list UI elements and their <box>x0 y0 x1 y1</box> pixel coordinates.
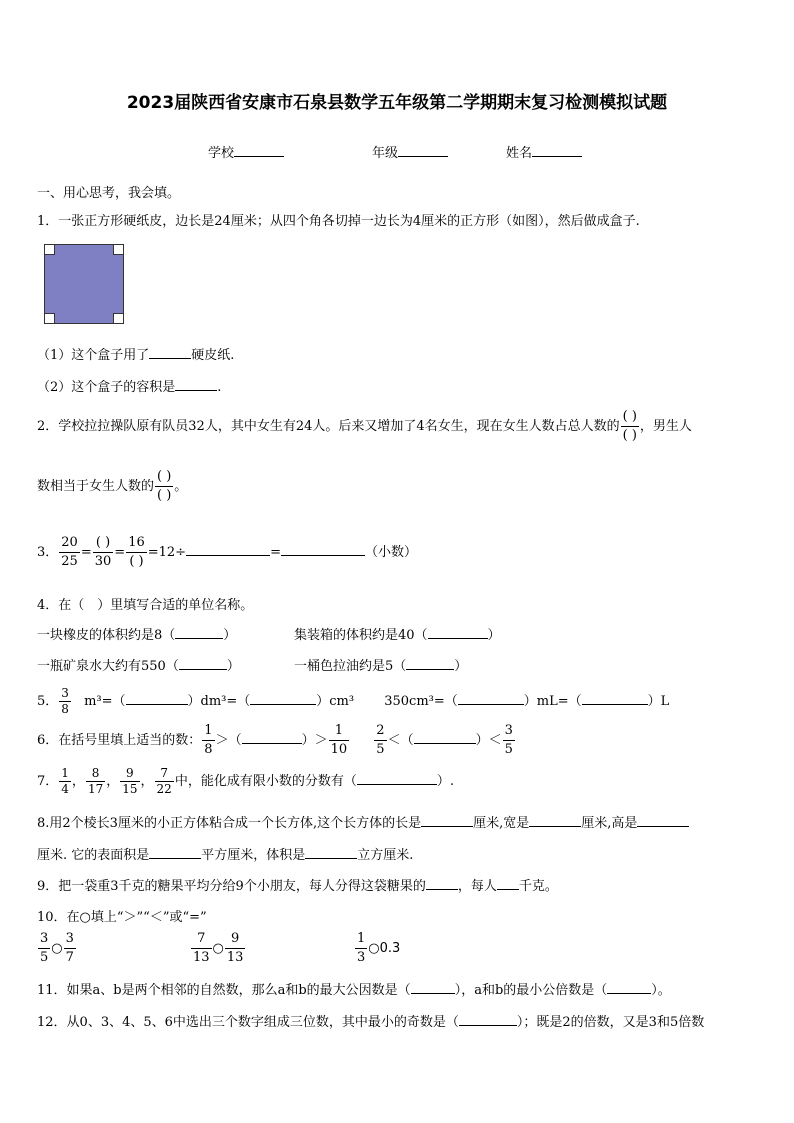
question-11: 11．如果a、b是两个相邻的自然数，那么a和b的最大公因数是（ ），a和b的最小公倍数是（ ）。 <box>37 983 671 998</box>
question-4: 4．在（ ）里填写合适的单位名称。 <box>37 598 254 613</box>
fraction-blank[interactable]: $\frac{( )}{30}$ <box>94 535 112 569</box>
page-title: 2023届陕西省安康市石泉县数学五年级第二学期期末复习检测模拟试题 <box>126 93 668 113</box>
question-4-d: 一桶色拉油约是5（ ） <box>294 659 468 674</box>
answer-blank[interactable] <box>458 692 524 705</box>
cardboard-figure <box>44 244 124 324</box>
question-1-sub-1: （1）这个盒子用了 硬皮纸. <box>37 348 235 363</box>
name-label: 姓名 <box>506 146 533 161</box>
compare-circle[interactable]: ○ <box>51 941 63 956</box>
answer-blank[interactable] <box>126 692 188 705</box>
answer-blank[interactable] <box>428 626 488 639</box>
answer-blank[interactable] <box>242 731 302 744</box>
question-7: 7． $\frac{1}{4}$ ， $\frac{8}{17}$ ， $\frac{9}{15}$ ， $\frac{7}{22}$ 中，能化成有限小数的分数有（ ）. <box>37 766 454 796</box>
answer-blank[interactable] <box>529 814 581 827</box>
answer-blank[interactable] <box>426 877 458 890</box>
corner-cut <box>44 244 55 255</box>
answer-blank[interactable] <box>459 1013 517 1026</box>
compare-item-3: $\frac{1}{3}$ ○0.3 <box>357 931 401 965</box>
name-field[interactable] <box>506 142 582 161</box>
answer-blank[interactable] <box>497 877 519 890</box>
grade-field[interactable] <box>372 142 448 161</box>
fraction: $\frac{2}{5}$ <box>376 723 385 757</box>
question-9: 9．把一袋重3千克的糖果平均分给9个小朋友，每人分得这袋糖果的 ，每人 千克。 <box>37 879 558 894</box>
fraction: $\frac{3}{8}$ <box>61 686 69 716</box>
section-heading: 一、用心思考，我会填。 <box>37 186 181 201</box>
fraction: $\frac{3}{5}$ <box>504 723 513 757</box>
answer-blank[interactable] <box>305 846 357 859</box>
answer-blank[interactable] <box>179 657 227 670</box>
answer-blank[interactable] <box>414 731 476 744</box>
answer-blank[interactable] <box>149 846 201 859</box>
fraction: $\frac{7}{22}$ <box>156 766 172 796</box>
question-1-sub-2: （2）这个盒子的容积是 . <box>37 380 222 395</box>
question-10: 10．在○填上“＞”“＜”或“=” <box>37 910 207 925</box>
question-1: 1．一张正方形硬纸皮，边长是24厘米；从四个角各切掉一边长为4厘米的正方形（如图），然后做成盒子. <box>37 214 640 229</box>
answer-blank[interactable] <box>281 543 365 556</box>
corner-cut <box>44 313 55 324</box>
fraction: $\frac{8}{17}$ <box>87 766 104 796</box>
answer-blank[interactable] <box>149 346 191 359</box>
fraction: $\frac{1}{8}$ <box>204 723 213 757</box>
school-field[interactable] <box>208 142 284 161</box>
question-4-b: 集装箱的体积约是40（ ） <box>294 628 501 643</box>
answer-blank[interactable] <box>607 981 651 994</box>
answer-blank[interactable] <box>250 692 316 705</box>
question-8-line-1: 8.用2个棱长3厘米的小正方体粘合成一个长方体,这个长方体的长是 厘米,宽是 厘米,高是 <box>37 812 689 831</box>
answer-blank[interactable] <box>186 543 270 556</box>
corner-cut <box>113 313 124 324</box>
compare-circle[interactable]: ○ <box>212 941 224 956</box>
answer-blank[interactable] <box>175 626 223 639</box>
question-4-c: 一瓶矿泉水大约有550（ ） <box>37 659 240 674</box>
grade-label: 年级 <box>372 146 399 161</box>
question-2-line-1: 2．学校拉拉操队原有队员32人，其中女生有24人。后来又增加了4名女生，现在女生人数占总人数的 $\frac{( )}{( )}$ ，男生人 <box>37 409 692 443</box>
fraction-blank[interactable]: $\frac{16}{( )}$ <box>128 535 145 569</box>
compare-item-1: $\frac{3}{5}$ ○ $\frac{3}{7}$ <box>40 931 74 965</box>
compare-circle[interactable]: ○ <box>368 941 380 956</box>
school-label: 学校 <box>208 146 235 161</box>
fraction: $\frac{1}{10}$ <box>330 723 348 757</box>
fraction-blank[interactable]: $\frac{( )}{( )}$ <box>157 469 172 503</box>
fraction-blank[interactable]: $\frac{( )}{( )}$ <box>622 409 637 443</box>
answer-blank[interactable] <box>175 378 217 391</box>
question-6: 6．在括号里填上适当的数： $\frac{1}{8}$ ＞（ ）＞ $\frac{1}{10}$ $\frac{2}{5}$ ＜（ ）＜ $\frac{3}{5}$ <box>37 723 513 757</box>
fraction: $\frac{1}{4}$ <box>61 766 69 796</box>
fraction: $\frac{9}{15}$ <box>122 766 138 796</box>
answer-blank[interactable] <box>582 692 648 705</box>
answer-blank[interactable] <box>637 814 689 827</box>
answer-blank[interactable] <box>406 657 454 670</box>
question-12: 12．从0、3、4、5、6中选出三个数字组成三位数，其中最小的奇数是（ ）；既是2的倍数，又是3和5倍数 <box>37 1015 705 1030</box>
question-8-line-2: 厘米. 它的表面积是 平方厘米，体积是 立方厘米. <box>37 848 414 863</box>
corner-cut <box>113 244 124 255</box>
compare-item-2: $\frac{7}{13}$ ○ $\frac{9}{13}$ <box>193 931 244 965</box>
question-3: 3． $\frac{20}{25}$ = $\frac{( )}{30}$ = $\frac{16}{( )}$ =12÷ = （小数） <box>37 535 417 569</box>
question-4-a: 一块橡皮的体积约是8（ ） <box>37 628 237 643</box>
question-2-line-2: 数相当于女生人数的 $\frac{( )}{( )}$ 。 <box>37 469 188 503</box>
answer-blank[interactable] <box>357 772 437 785</box>
question-5: 5． $\frac{3}{8}$ m³=（ ）dm³=（ ）cm³ 350cm³=（ ）mL=（ ）L <box>37 686 670 716</box>
answer-blank[interactable] <box>421 814 473 827</box>
fraction: $\frac{20}{25}$ <box>61 535 78 569</box>
answer-blank[interactable] <box>411 981 455 994</box>
